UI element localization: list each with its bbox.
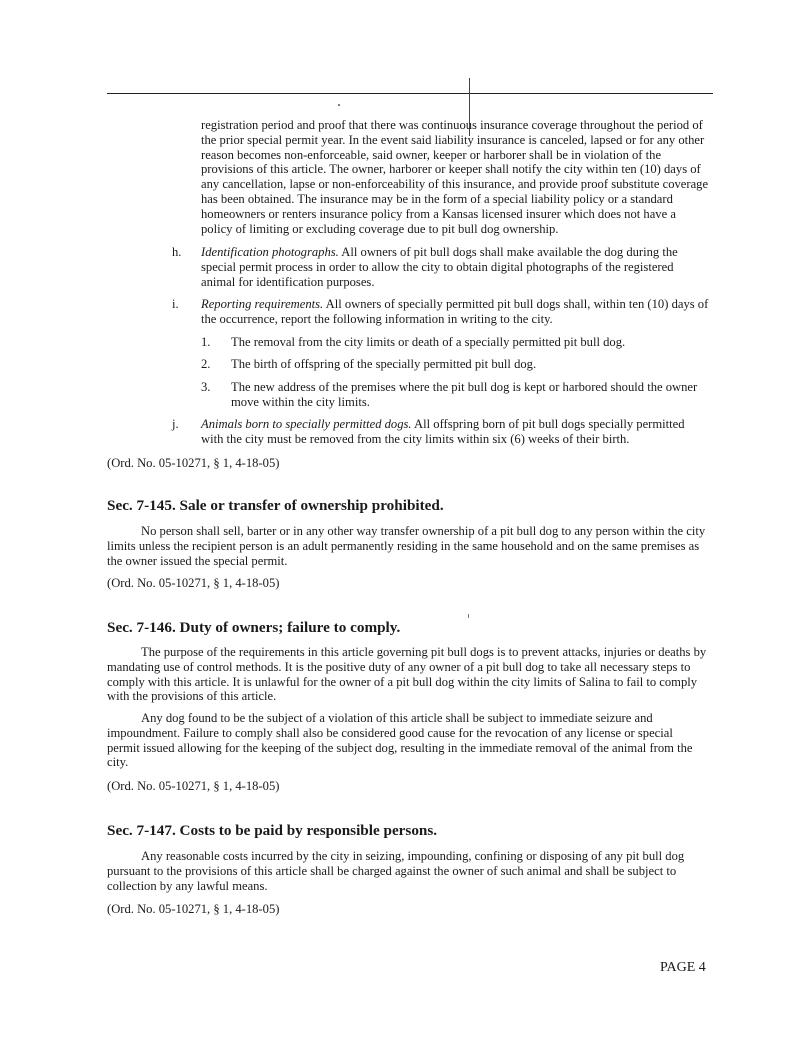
section-7-146-paragraph-2: Any dog found to be the subject of a violation of this article shall be subject to immediate seizure and impoundment. Failure to comply shall also be considered good cause for the revocation of any license or special permit issued allowing for the keeping of the subject dog, resulting in the immediate removal of the animal from the city. xyxy=(107,711,693,770)
item-j-title: Animals born to specially permitted dogs. xyxy=(201,417,412,431)
ordinance-citation: (Ord. No. 05-10271, § 1, 4-18-05) xyxy=(107,779,280,793)
item-i-title: Reporting requirements. xyxy=(201,297,324,311)
subitem-number-1: 1. xyxy=(201,335,211,349)
insurance-continuation-text: registration period and proof that there was continuous insurance coverage throughout the period of the prior special permit year. In the event said liability insurance is canceled, lapsed or for any other reason becomes non-enforceable, said owner, keeper or harborer shall be in violation of the provisions of this article. The owner, harborer or keeper shall notify the city within ten (10) days of any cancellation, lapse or non-enforceability of this insurance, and provide proof substitute coverage has been obtained. The insurance may be in the form of a special liability policy or a standard homeowners or renters insurance policy from a Kansas licensed insurer which does not have a policy of limiting or excluding coverage due to pit bull dog ownership. xyxy=(201,118,709,236)
subitem-number-3: 3. xyxy=(201,380,211,394)
section-heading-7-147: Sec. 7-147. Costs to be paid by responsible persons. xyxy=(107,822,438,839)
section-7-145-paragraph: No person shall sell, barter or in any other way transfer ownership of a pit bull dog to any person within the city limits unless the recipient person is an adult permanently residing in the same household and on the same premises as the owner issued the special permit. xyxy=(107,524,706,568)
subitem-text-3: The new address of the premises where the pit bull dog is kept or harbored should the owner move within the city limits. xyxy=(231,380,698,409)
scan-artifact-mark xyxy=(468,614,469,618)
ordinance-citation: (Ord. No. 05-10271, § 1, 4-18-05) xyxy=(107,456,280,470)
item-i-body: All owners of specially permitted pit bull dogs shall, within ten (10) days of the occurrence, report the following information in writing to the city. xyxy=(201,297,709,326)
subitem-text-1: The removal from the city limits or death of a specially permitted pit bull dog. xyxy=(231,335,626,349)
item-h-title: Identification photographs. xyxy=(201,245,339,259)
section-heading-7-145: Sec. 7-145. Sale or transfer of ownership prohibited. xyxy=(107,497,444,514)
item-i-text xyxy=(201,297,709,327)
page-number: PAGE 4 xyxy=(660,960,706,975)
item-j-body: All offspring born of pit bull dogs specially permitted with the city must be removed from the city limits within six (6) weeks of their birth. xyxy=(201,417,685,446)
item-j-text xyxy=(201,417,709,447)
item-letter-h: h. xyxy=(172,245,182,259)
subitem-text-2: The birth of offspring of the specially permitted pit bull dog. xyxy=(231,357,537,371)
section-heading-7-146: Sec. 7-146. Duty of owners; failure to comply. xyxy=(107,619,401,636)
item-h-text xyxy=(201,245,709,289)
section-7-147-paragraph: Any reasonable costs incurred by the city in seizing, impounding, confining or disposing of any pit bull dog pursuant to the provisions of this article shall be charged against the owner of such animal and shall be subject to collection by any lawful means. xyxy=(107,849,685,893)
ordinance-citation: (Ord. No. 05-10271, § 1, 4-18-05) xyxy=(107,576,280,590)
section-7-146-paragraph-1: The purpose of the requirements in this article governing pit bull dogs is to prevent attacks, injuries or deaths by mandating use of control methods. It is the positive duty of any owner of a pit bull dog to take all necessary steps to comply with this article. It is unlawful for the owner of a pit bull dog within the city limits of Salina to fail to comply with the provisions of this article. xyxy=(107,645,707,704)
ordinance-citation: (Ord. No. 05-10271, § 1, 4-18-05) xyxy=(107,902,280,916)
subitem-number-2: 2. xyxy=(201,357,211,371)
header-rule xyxy=(107,93,713,94)
item-letter-i: i. xyxy=(172,297,179,311)
scan-artifact-dot xyxy=(338,104,340,106)
item-letter-j: j. xyxy=(172,417,179,431)
item-h-body: All owners of pit bull dogs shall make available the dog during the special permit process in order to allow the city to obtain digital photographs of the registered animal for identification purposes. xyxy=(201,245,678,289)
